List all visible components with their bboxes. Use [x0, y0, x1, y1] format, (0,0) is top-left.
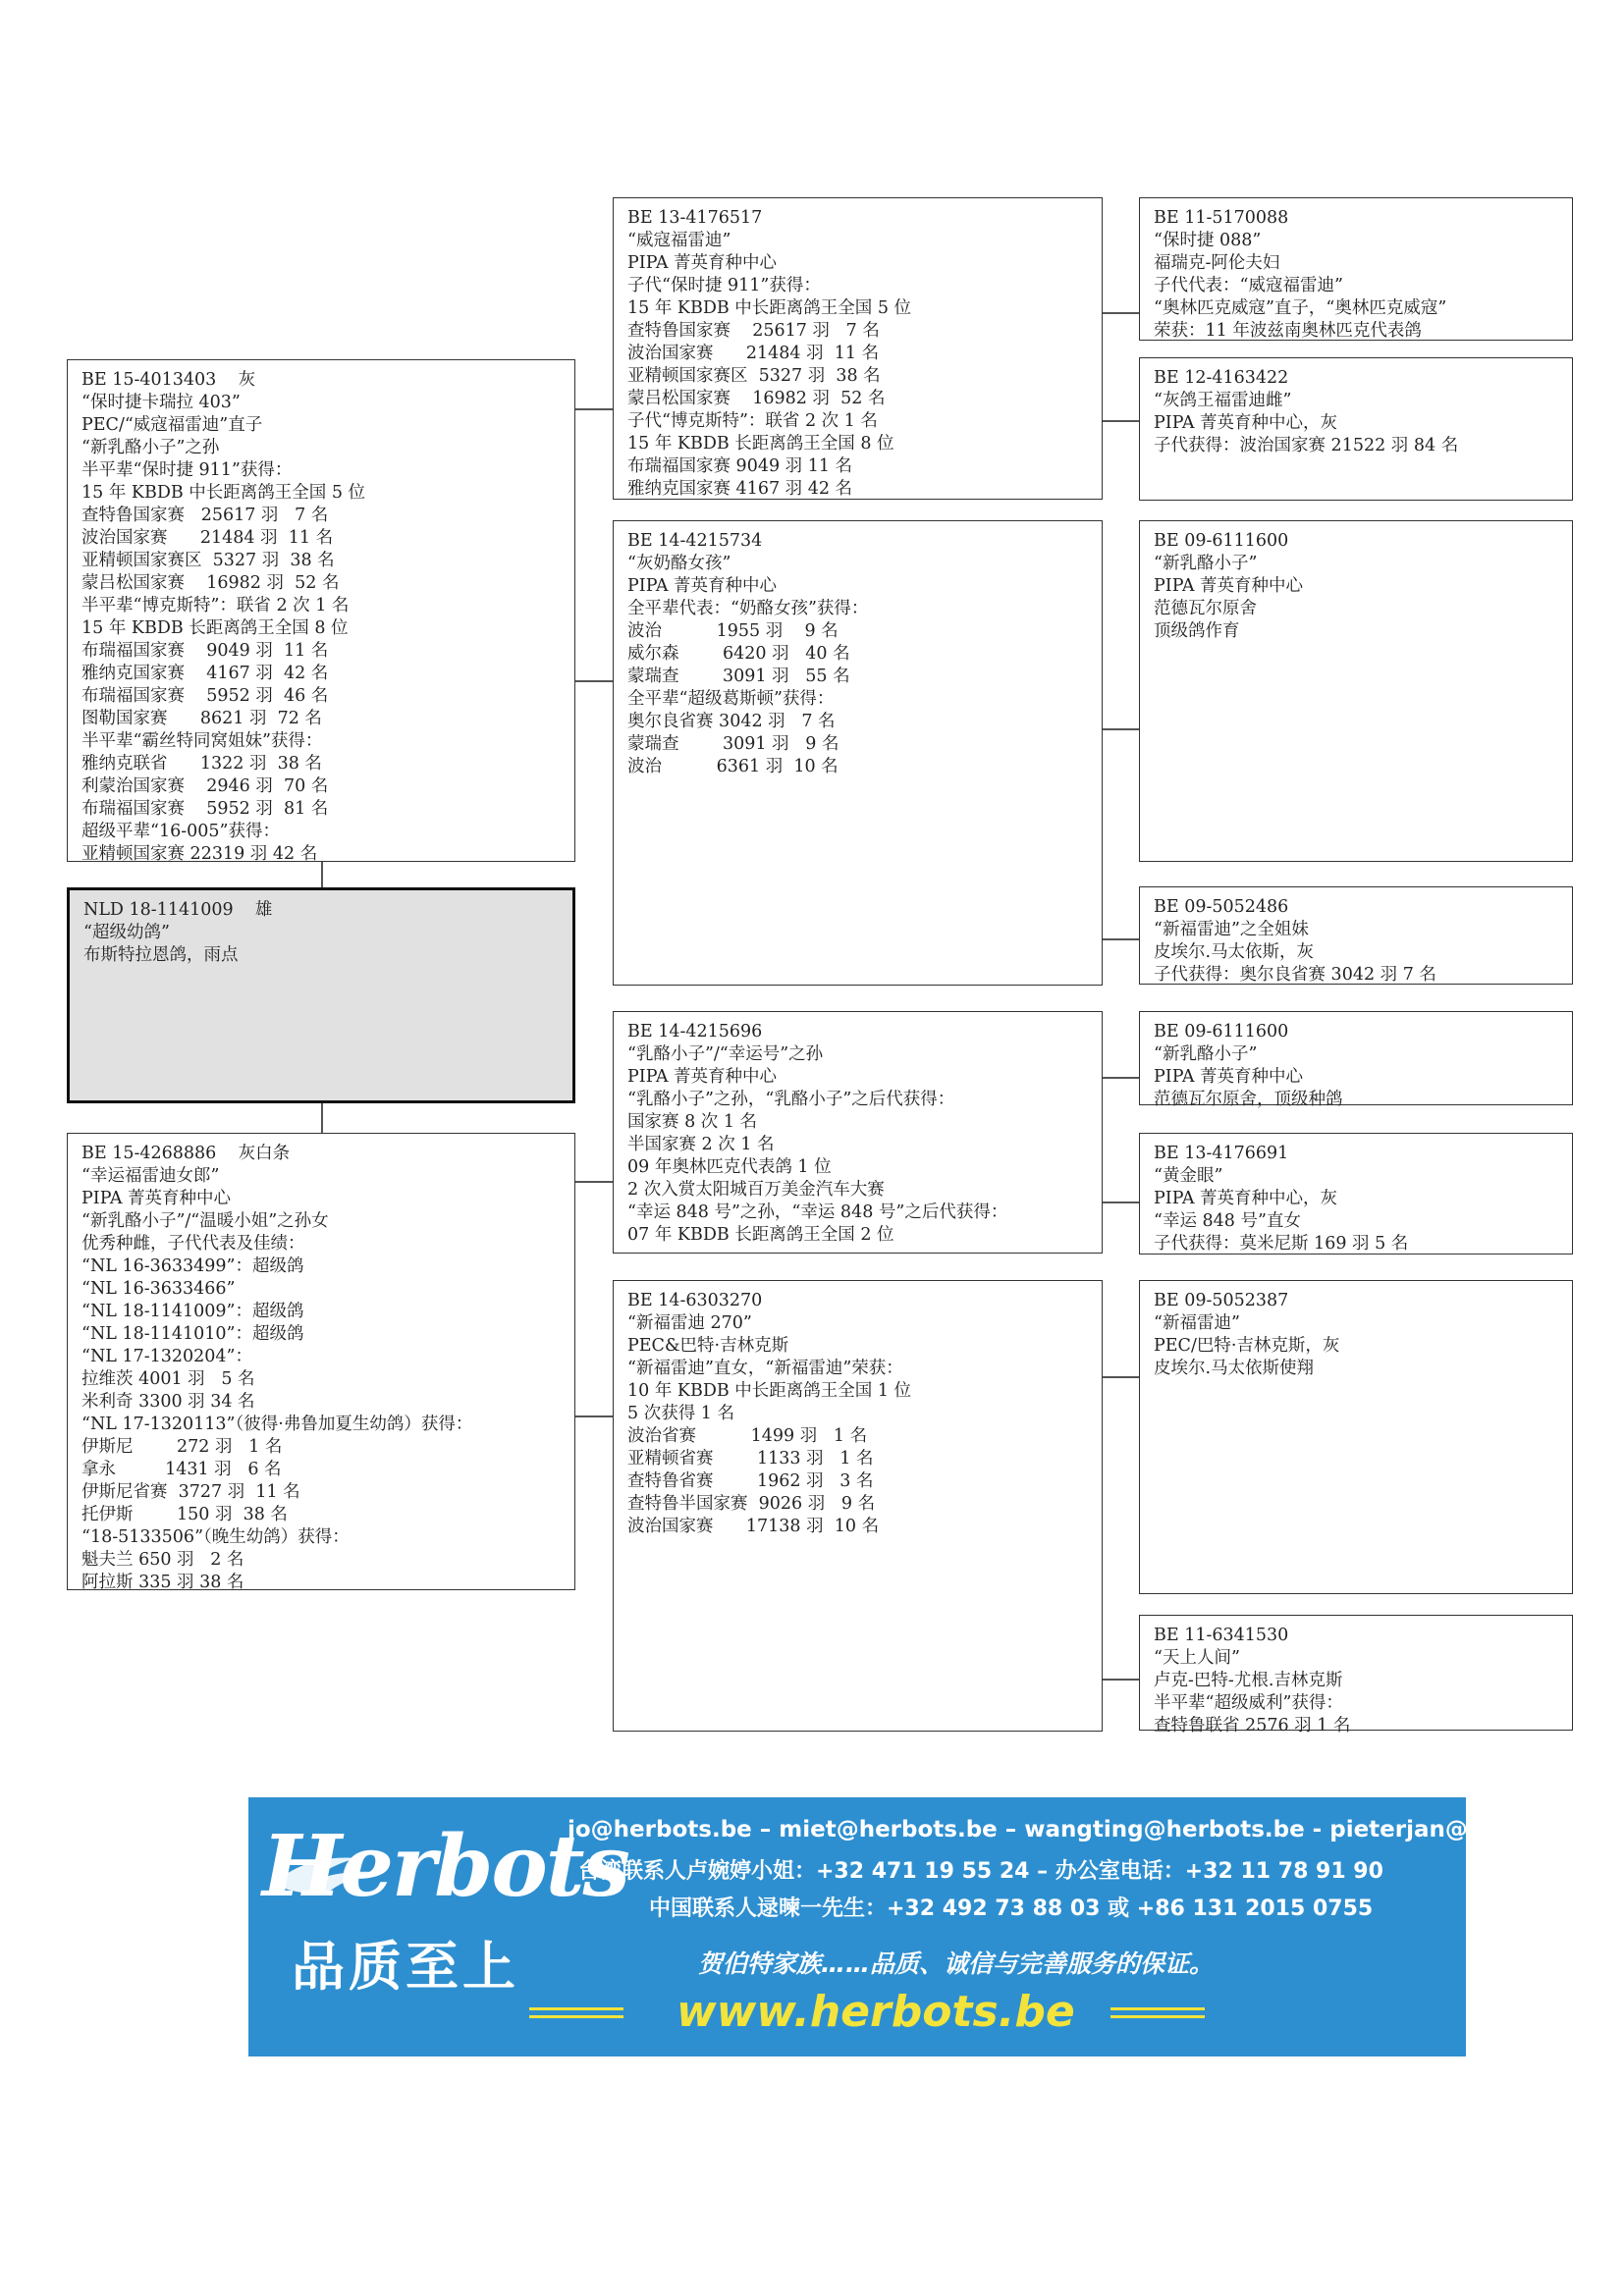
pedigree-line: 2 次入赏太阳城百万美金汽车大赛 [627, 1180, 885, 1200]
pedigree-line: 半平辈“霸丝特同窝姐妹”获得： [81, 731, 323, 751]
pedigree-line: “幸运 848 号”之孙，“幸运 848 号”之后代获得： [627, 1202, 1008, 1222]
pigeon-name: “新乳酪小子” [1154, 1044, 1258, 1064]
sire-card [67, 359, 575, 862]
pedigree-line: 雅纳克国家赛 4167 羽 42 名 [627, 479, 853, 499]
ring-number: NLD 18-1141009 雄 [83, 900, 273, 920]
pedigree-line: 福瑞克-阿伦夫妇 [1154, 253, 1280, 273]
pigeon-name: “保时捷卡瑞拉 403” [81, 393, 241, 412]
pedigree-line: 蒙瑞查 3091 羽 9 名 [627, 734, 839, 754]
pedigree-line: 09 年奥林匹克代表鸽 1 位 [627, 1157, 832, 1177]
pedigree-line: PIPA 菁英育种中心 [1154, 576, 1304, 596]
pedigree-line: 国家赛 8 次 1 名 [627, 1112, 758, 1132]
pedigree-line: 半平辈“博克斯特”：联省 2 次 1 名 [81, 596, 350, 615]
pedigree-line: 雅纳克联省 1322 羽 38 名 [81, 754, 322, 774]
right-double-line [1110, 2007, 1205, 2010]
pedigree-line: 亚精顿国家赛 22319 羽 42 名 [81, 844, 318, 864]
pedigree-line: PEC/巴特·吉林克斯，灰 [1154, 1336, 1340, 1356]
pedigree-line: 范德瓦尔原舍，顶级种鸽 [1154, 1090, 1343, 1109]
dds-card [1139, 1280, 1573, 1594]
pedigree-line: 蒙吕松国家赛 16982 羽 52 名 [627, 389, 886, 408]
ring-number: BE 09-5052387 [1154, 1291, 1289, 1310]
pedigree-line: 亚精顿国家赛区 5327 羽 38 名 [81, 551, 335, 570]
ring-number: BE 15-4013403 灰 [81, 370, 256, 390]
pigeon-name: “保时捷 088” [1154, 231, 1262, 250]
slogan: 品质至上 [292, 1936, 519, 1998]
pedigree-line: 超级平辈“16-005”获得： [81, 822, 280, 841]
pedigree-line: 荣获：11 年波兹南奥林匹克代表鸽 [1154, 321, 1422, 341]
pedigree-line: 布斯特拉恩鸽，雨点 [83, 945, 239, 965]
pedigree-line: 顶级鸽作育 [1154, 621, 1240, 641]
pedigree-line: PIPA 菁英育种中心 [627, 576, 778, 596]
pigeon-name: “乳酪小子”/“幸运号”之孙 [627, 1044, 824, 1064]
pedigree-line: 查特鲁国家赛 25617 羽 7 名 [627, 321, 880, 341]
pedigree-line: PIPA 菁英育种中心 [81, 1189, 232, 1208]
tagline: 贺伯特家族……品质、诚信与完善服务的保证。 [698, 1949, 1215, 1978]
pedigree-line: 5 次获得 1 名 [627, 1404, 734, 1423]
ring-number: BE 13-4176517 [627, 208, 763, 228]
pedigree-line: 米利奇 3300 羽 34 名 [81, 1392, 255, 1412]
pedigree-line: “NL 16-3633499”：超级鸽 [81, 1256, 304, 1276]
pedigree-line: 布瑞福国家赛 5952 羽 46 名 [81, 686, 329, 706]
footer-banner [248, 1797, 1606, 2056]
sds-card [1139, 520, 1573, 862]
pedigree-line: 奥尔良省赛 3042 羽 7 名 [627, 712, 836, 731]
ring-number: BE 12-4163422 [1154, 368, 1289, 388]
pedigree-line: 拿永 1431 羽 6 名 [81, 1460, 282, 1479]
pedigree-line: 卢克-巴特-尤根.吉林克斯 [1154, 1671, 1343, 1690]
pigeon-name: “超级幼鸽” [83, 923, 170, 942]
pedigree-line: “新福雷迪”直女，“新福雷迪”荣获： [627, 1359, 903, 1378]
pedigree-line: “奥林匹克威寇”直子，“奥林匹克威寇” [1154, 298, 1447, 318]
pedigree-line: 查特鲁国家赛 25617 羽 7 名 [81, 506, 329, 525]
pedigree-line: “NL 17-1320204”： [81, 1347, 253, 1366]
connector-ss-ssd [1102, 420, 1139, 422]
pedigree-line: “乳酪小子”之孙，“乳酪小子”之后代获得： [627, 1090, 955, 1109]
ring-number: BE 14-4215734 [627, 531, 763, 551]
subject-card [67, 887, 575, 1103]
connector-dd-ddd [1102, 1679, 1139, 1681]
dss-card [1139, 1011, 1573, 1109]
connector-sire-sd [574, 680, 614, 682]
pigeon-name: “新福雷迪”之全姐妹 [1154, 920, 1309, 939]
pedigree-line: 波治国家赛 21484 羽 11 名 [627, 344, 880, 363]
pedigree-line: 15 年 KBDB 中长距离鸽王全国 5 位 [81, 483, 366, 503]
pedigree-line: “NL 18-1141009”：超级鸽 [81, 1302, 304, 1321]
pedigree-line: 蒙瑞查 3091 羽 55 名 [627, 667, 850, 686]
pedigree-line: 15 年 KBDB 长距离鸽王全国 8 位 [81, 618, 349, 638]
right-double-line-2 [1110, 2015, 1205, 2018]
sire-sire-card [613, 197, 1103, 500]
pigeon-name: “新福雷迪” [1154, 1313, 1240, 1333]
pedigree-line: PIPA 菁英育种中心 [627, 253, 778, 273]
pedigree-line: PIPA 菁英育种中心 [1154, 1067, 1304, 1087]
pedigree-line: PIPA 菁英育种中心，灰 [1154, 1189, 1338, 1208]
pedigree-line: “NL 17-1320113”（彼得·弗鲁加夏生幼鸽）获得： [81, 1415, 473, 1434]
pedigree-line: 亚精顿省赛 1133 羽 1 名 [627, 1449, 874, 1468]
pedigree-line: 半平辈“保时捷 911”获得： [81, 460, 293, 480]
pedigree-line: 查特鲁省赛 1962 羽 3 名 [627, 1471, 874, 1491]
connector-dam-dd [574, 1415, 614, 1417]
connector-dam-ds [574, 1181, 614, 1183]
ring-number: BE 13-4176691 [1154, 1144, 1289, 1163]
pedigree-line: 波治省赛 1499 羽 1 名 [627, 1426, 868, 1446]
pedigree-line: “18-5133506”（晚生幼鸽）获得： [81, 1527, 350, 1547]
pedigree-line: 15 年 KBDB 中长距离鸽王全国 5 位 [627, 298, 912, 318]
pedigree-line: 波治国家赛 21484 羽 11 名 [81, 528, 334, 548]
pedigree-line: 雅纳克国家赛 4167 羽 42 名 [81, 664, 329, 683]
taiwan-contact: 台湾联系人卢婉婷小姐：+32 471 19 55 24 – 办公室电话：+32 11 78 91 90 [578, 1859, 1383, 1884]
pedigree-line: 波治 6361 羽 10 名 [627, 757, 839, 776]
pedigree-line: PEC/“威寇福雷迪”直子 [81, 415, 263, 435]
pedigree-line: 布瑞福国家赛 9049 羽 11 名 [627, 456, 853, 476]
connector-sd-sds [1102, 728, 1139, 730]
pedigree-line: 图勒国家赛 8621 羽 72 名 [81, 709, 322, 728]
pigeon-name: “灰奶酪女孩” [627, 554, 731, 573]
pigeon-name: “新乳酪小子” [1154, 554, 1258, 573]
pedigree-line: 10 年 KBDB 中长距离鸽王全国 1 位 [627, 1381, 912, 1401]
pedigree-line: 全平辈代表：“奶酪女孩”获得： [627, 599, 869, 618]
pedigree-line: 15 年 KBDB 长距离鸽王全国 8 位 [627, 434, 894, 454]
pedigree-line: 优秀种雌，子代代表及佳绩： [81, 1234, 305, 1254]
pedigree-line: 布瑞福国家赛 9049 羽 11 名 [81, 641, 329, 661]
pedigree-line: 半国家赛 2 次 1 名 [627, 1135, 775, 1154]
pedigree-line: PIPA 菁英育种中心，灰 [1154, 413, 1338, 433]
sire-dam-card [613, 520, 1103, 986]
pedigree-line: 布瑞福国家赛 5952 羽 81 名 [81, 799, 329, 819]
pedigree-line: 皮埃尔.马太依斯使翔 [1154, 1359, 1315, 1378]
pedigree-line: “幸运 848 号”直女 [1154, 1211, 1301, 1231]
pedigree-line: PIPA 菁英育种中心 [627, 1067, 778, 1087]
ddd-card [1139, 1615, 1573, 1735]
pedigree-line: 查特鲁联省 2576 羽 1 名 [1154, 1716, 1351, 1735]
pedigree-line: 皮埃尔.马太依斯，灰 [1154, 942, 1315, 962]
pedigree-line: 蒙吕松国家赛 16982 羽 52 名 [81, 573, 340, 593]
left-double-line [529, 2007, 623, 2010]
ring-number: BE 11-6341530 [1154, 1626, 1289, 1645]
connector-sire-ss [574, 408, 614, 410]
pigeon-name: “幸运福雷迪女郎” [81, 1166, 220, 1186]
china-contact: 中国联系人逯暕一先生：+32 492 73 88 03 或 +86 131 2015 0755 [649, 1896, 1374, 1921]
pedigree-line: 子代代表：“威寇福雷迪” [1154, 276, 1343, 295]
pedigree-line: 子代获得：奥尔良省赛 3042 羽 7 名 [1154, 965, 1436, 985]
pedigree-line: 拉维茨 4001 羽 5 名 [81, 1369, 255, 1389]
pedigree-line: 范德瓦尔原舍 [1154, 599, 1257, 618]
pedigree-line: 伊斯尼省赛 3727 羽 11 名 [81, 1482, 300, 1502]
connector-sd-sdd [1102, 938, 1139, 940]
website-link[interactable]: www.herbots.be [677, 1987, 1075, 2037]
pedigree-line: 子代“保时捷 911”获得： [627, 276, 821, 295]
ring-number: BE 14-6303270 [627, 1291, 763, 1310]
sdd-card [1139, 886, 1573, 985]
pedigree-line: 07 年 KBDB 长距离鸽王全国 2 位 [627, 1225, 894, 1245]
connector-subject-dam [321, 1101, 323, 1133]
ring-number: BE 09-6111600 [1154, 1022, 1289, 1041]
dam-card [67, 1133, 575, 1590]
pedigree-line: 子代获得：莫米尼斯 169 羽 5 名 [1154, 1234, 1409, 1254]
pedigree-line: 波治 1955 羽 9 名 [627, 621, 839, 641]
ring-number: BE 15-4268886 灰白条 [81, 1144, 291, 1163]
pedigree-line: 阿拉斯 335 羽 38 名 [81, 1573, 244, 1592]
dsd-card [1139, 1133, 1573, 1255]
ring-number: BE 09-6111600 [1154, 531, 1289, 551]
sss-card [1139, 197, 1573, 341]
dam-dam-card [613, 1280, 1103, 1732]
pigeon-name: “黄金眼” [1154, 1166, 1223, 1186]
pedigree-line: 查特鲁半国家赛 9026 羽 9 名 [627, 1494, 876, 1514]
connector-dd-dds [1102, 1376, 1139, 1378]
ring-number: BE 11-5170088 [1154, 208, 1289, 228]
dam-sire-card [613, 1011, 1103, 1254]
pedigree-line: “新乳酪小子”/“温暖小姐”之孙女 [81, 1211, 329, 1231]
ring-number: BE 09-5052486 [1154, 897, 1289, 917]
pigeon-name: “天上人间” [1154, 1648, 1240, 1668]
connector-ss-sss [1102, 312, 1139, 314]
pedigree-line: 魁夫兰 650 羽 2 名 [81, 1550, 244, 1570]
ssd-card [1139, 357, 1573, 501]
ring-number: BE 14-4215696 [627, 1022, 763, 1041]
pedigree-line: 全平辈“超级葛斯顿”获得： [627, 689, 835, 709]
contact-emails[interactable]: jo@herbots.be – miet@herbots.be – wangting@herbots.be - pieterjan@herbots.be [568, 1817, 1606, 1842]
pedigree-line: 托伊斯 150 羽 38 名 [81, 1505, 288, 1524]
pedigree-line: 子代“博克斯特”：联省 2 次 1 名 [627, 411, 878, 431]
pedigree-line: 伊斯尼 272 羽 1 名 [81, 1437, 283, 1457]
pedigree-line: 利蒙治国家赛 2946 羽 70 名 [81, 776, 329, 796]
pigeon-name: “新福雷迪 270” [627, 1313, 752, 1333]
left-double-line-2 [529, 2015, 623, 2018]
pedigree-line: 子代获得：波治国家赛 21522 羽 84 名 [1154, 436, 1459, 455]
pedigree-line: “NL 16-3633466” [81, 1279, 236, 1299]
pedigree-line: 波治国家赛 17138 羽 10 名 [627, 1517, 880, 1536]
pedigree-line: 亚精顿国家赛区 5327 羽 38 名 [627, 366, 881, 386]
pedigree-line: “新乳酪小子”之孙 [81, 438, 220, 457]
pigeon-name: “灰鸽王福雷迪雌” [1154, 391, 1292, 410]
pedigree-line: 威尔森 6420 羽 40 名 [627, 644, 850, 664]
connector-ds-dss [1102, 1077, 1139, 1079]
pedigree-line: PEC&巴特·吉林克斯 [627, 1336, 789, 1356]
pedigree-line: 半平辈“超级威利”获得： [1154, 1693, 1343, 1713]
herbots-logo: Herbots [262, 1817, 628, 1916]
pedigree-line: “NL 18-1141010”：超级鸽 [81, 1324, 304, 1344]
pigeon-name: “威寇福雷迪” [627, 231, 731, 250]
connector-ds-dsd [1102, 1201, 1139, 1203]
